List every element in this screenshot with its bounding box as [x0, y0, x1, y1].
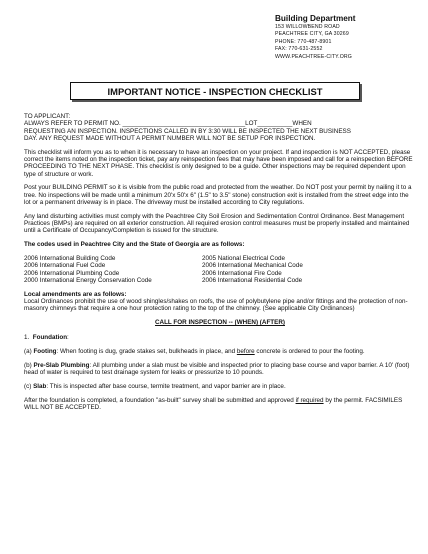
slab-text: : This is inspected after base course, termite treatment, and vapor barrier are in place.	[46, 383, 286, 391]
slab-prefix: (c)	[24, 383, 34, 391]
footing-label: Footing	[33, 348, 57, 356]
checklist-paragraph: This checklist will inform you as to when it is necessary to have an inspection on your project. If and inspection is NOT ACCEPTED, please correct the items noted on the inspection ticket, pay any reinspection fees that may have been imposed and call for a reinspection BEFORE PROCEEDING TO THE NEXT PHASE. This checklist is only designed to be a guide. Other inspections may be required dependent upon type of structure or work.	[24, 148, 413, 178]
after-underlined: if required	[295, 396, 324, 404]
code-item: 2006 International Plumbing Code	[24, 269, 120, 277]
codes-heading: The codes used in Peachtree City and the State of Georgia are as follows:	[24, 241, 245, 249]
address-line-2: PEACHTREE CITY, GA 30269	[275, 31, 349, 38]
footing-underlined: before	[236, 348, 255, 356]
slab-item	[24, 383, 416, 390]
code-item: 2006 International Building Code	[24, 254, 116, 262]
after-text-a: After the foundation is completed, a foundation "as-built" survey shall be submitted and approved	[24, 396, 296, 404]
codes-column-left	[24, 255, 202, 284]
codes-list	[24, 255, 416, 284]
footing-prefix: (a)	[24, 348, 34, 356]
code-item: 2005 National Electrical Code	[202, 254, 285, 262]
intro-line-2: REQUESTING AN INSPECTION. INSPECTIONS CALLED IN BY 3:30 WILL BE INSPECTED THE NEXT BUSINESS	[24, 127, 351, 135]
document-body	[24, 113, 416, 411]
footing-text-a: : When footing is dug, grade stakes set, bulkheads in place, and	[56, 348, 237, 356]
website: WWW.PEACHTREE-CITY.ORG	[275, 53, 352, 60]
preslab-item	[24, 362, 416, 377]
department-header	[275, 14, 425, 61]
footing-item	[24, 348, 416, 355]
phone-number: PHONE: 770-487-8901	[275, 38, 332, 45]
section-colon: :	[67, 334, 69, 342]
preslab-label: Pre-Slab Plumbing	[33, 361, 90, 369]
intro-block	[24, 113, 416, 142]
slab-label: Slab	[33, 383, 47, 391]
intro-line-1: ALWAYS REFER TO PERMIT NO. ___________________________________LOT__________WHEN	[24, 120, 312, 128]
code-item: 2006 International Residential Code	[202, 276, 303, 284]
section-number: 1.	[24, 334, 30, 342]
post-permit-paragraph: Post your BUILDING PERMIT so it is visible from the public road and protected from the weather. Do NOT post your permit by nailing it to a tree. No inspections will be made until a minimum 20'x 50'x 6" (1.5" to 3.5" stone) construction exit is installed from the street edge into the lot or a permanent driveway is in place. The driveway must be installed according to City regulations.	[24, 184, 412, 206]
code-item: 2006 International Fire Code	[202, 269, 282, 277]
code-item: 2006 International Mechanical Code	[202, 262, 303, 270]
department-name: Building Department	[275, 14, 356, 23]
preslab-text: : All plumbing under a slab must be visible and inspected prior to placing base course and vapor barrier. A 10' (foot) head of water is required to test drainage system for leaks or pressurize to 10 pounds.	[24, 361, 410, 377]
footing-text-b: concrete is ordered to pour the footing.	[254, 348, 365, 356]
amendments-block	[24, 291, 416, 313]
address-line-1: 153 WILLOWBEND ROAD	[275, 24, 340, 30]
land-disturbing-paragraph: Any land disturbing activities must comply with the Peachtree City Soil Erosion and Sedimentation Control Ordinance. Best Management Practices (BMPs) are required on all exterior construction. All required erosion control measures must be properly installed and maintained until a Certificate of Occupancy/Completion is issued for the structure.	[24, 212, 410, 235]
after-text-b: by the permit. FACSIMILES WILL NOT BE ACCEPTED.	[24, 396, 403, 412]
preslab-prefix: (b)	[24, 361, 34, 369]
page-title: IMPORTANT NOTICE - INSPECTION CHECKLIST	[70, 82, 360, 100]
intro-line-3: DAY. ANY REQUEST MADE WITHOUT A PERMIT NUMBER WILL NOT BE SETUP FOR INSPECTION.	[24, 134, 316, 142]
code-item: 2000 International Energy Conservation Code	[24, 276, 152, 284]
section-label: Foundation	[32, 334, 68, 342]
codes-column-right	[202, 255, 380, 284]
amendments-heading: Local amendments are as follows:	[24, 290, 127, 298]
code-item: 2006 International Fuel Code	[24, 262, 106, 270]
foundation-after-paragraph	[24, 397, 416, 412]
fax-number: FAX: 770-631-2552	[275, 46, 323, 53]
section-foundation-heading	[24, 334, 416, 341]
intro-to: TO APPLICANT:	[24, 113, 71, 120]
amendments-text: Local Ordinances prohibit the use of wood shingles/shakes on roofs, the use of polybutylene pipe and/or fittings and the protection of non-masonry chimneys that require a one hour protection rating to the top of the chimney. (See applicable City Ordinances)	[24, 297, 408, 313]
call-for-inspection-heading: CALL FOR INSPECTION -- (WHEN) (AFTER)	[154, 319, 285, 327]
